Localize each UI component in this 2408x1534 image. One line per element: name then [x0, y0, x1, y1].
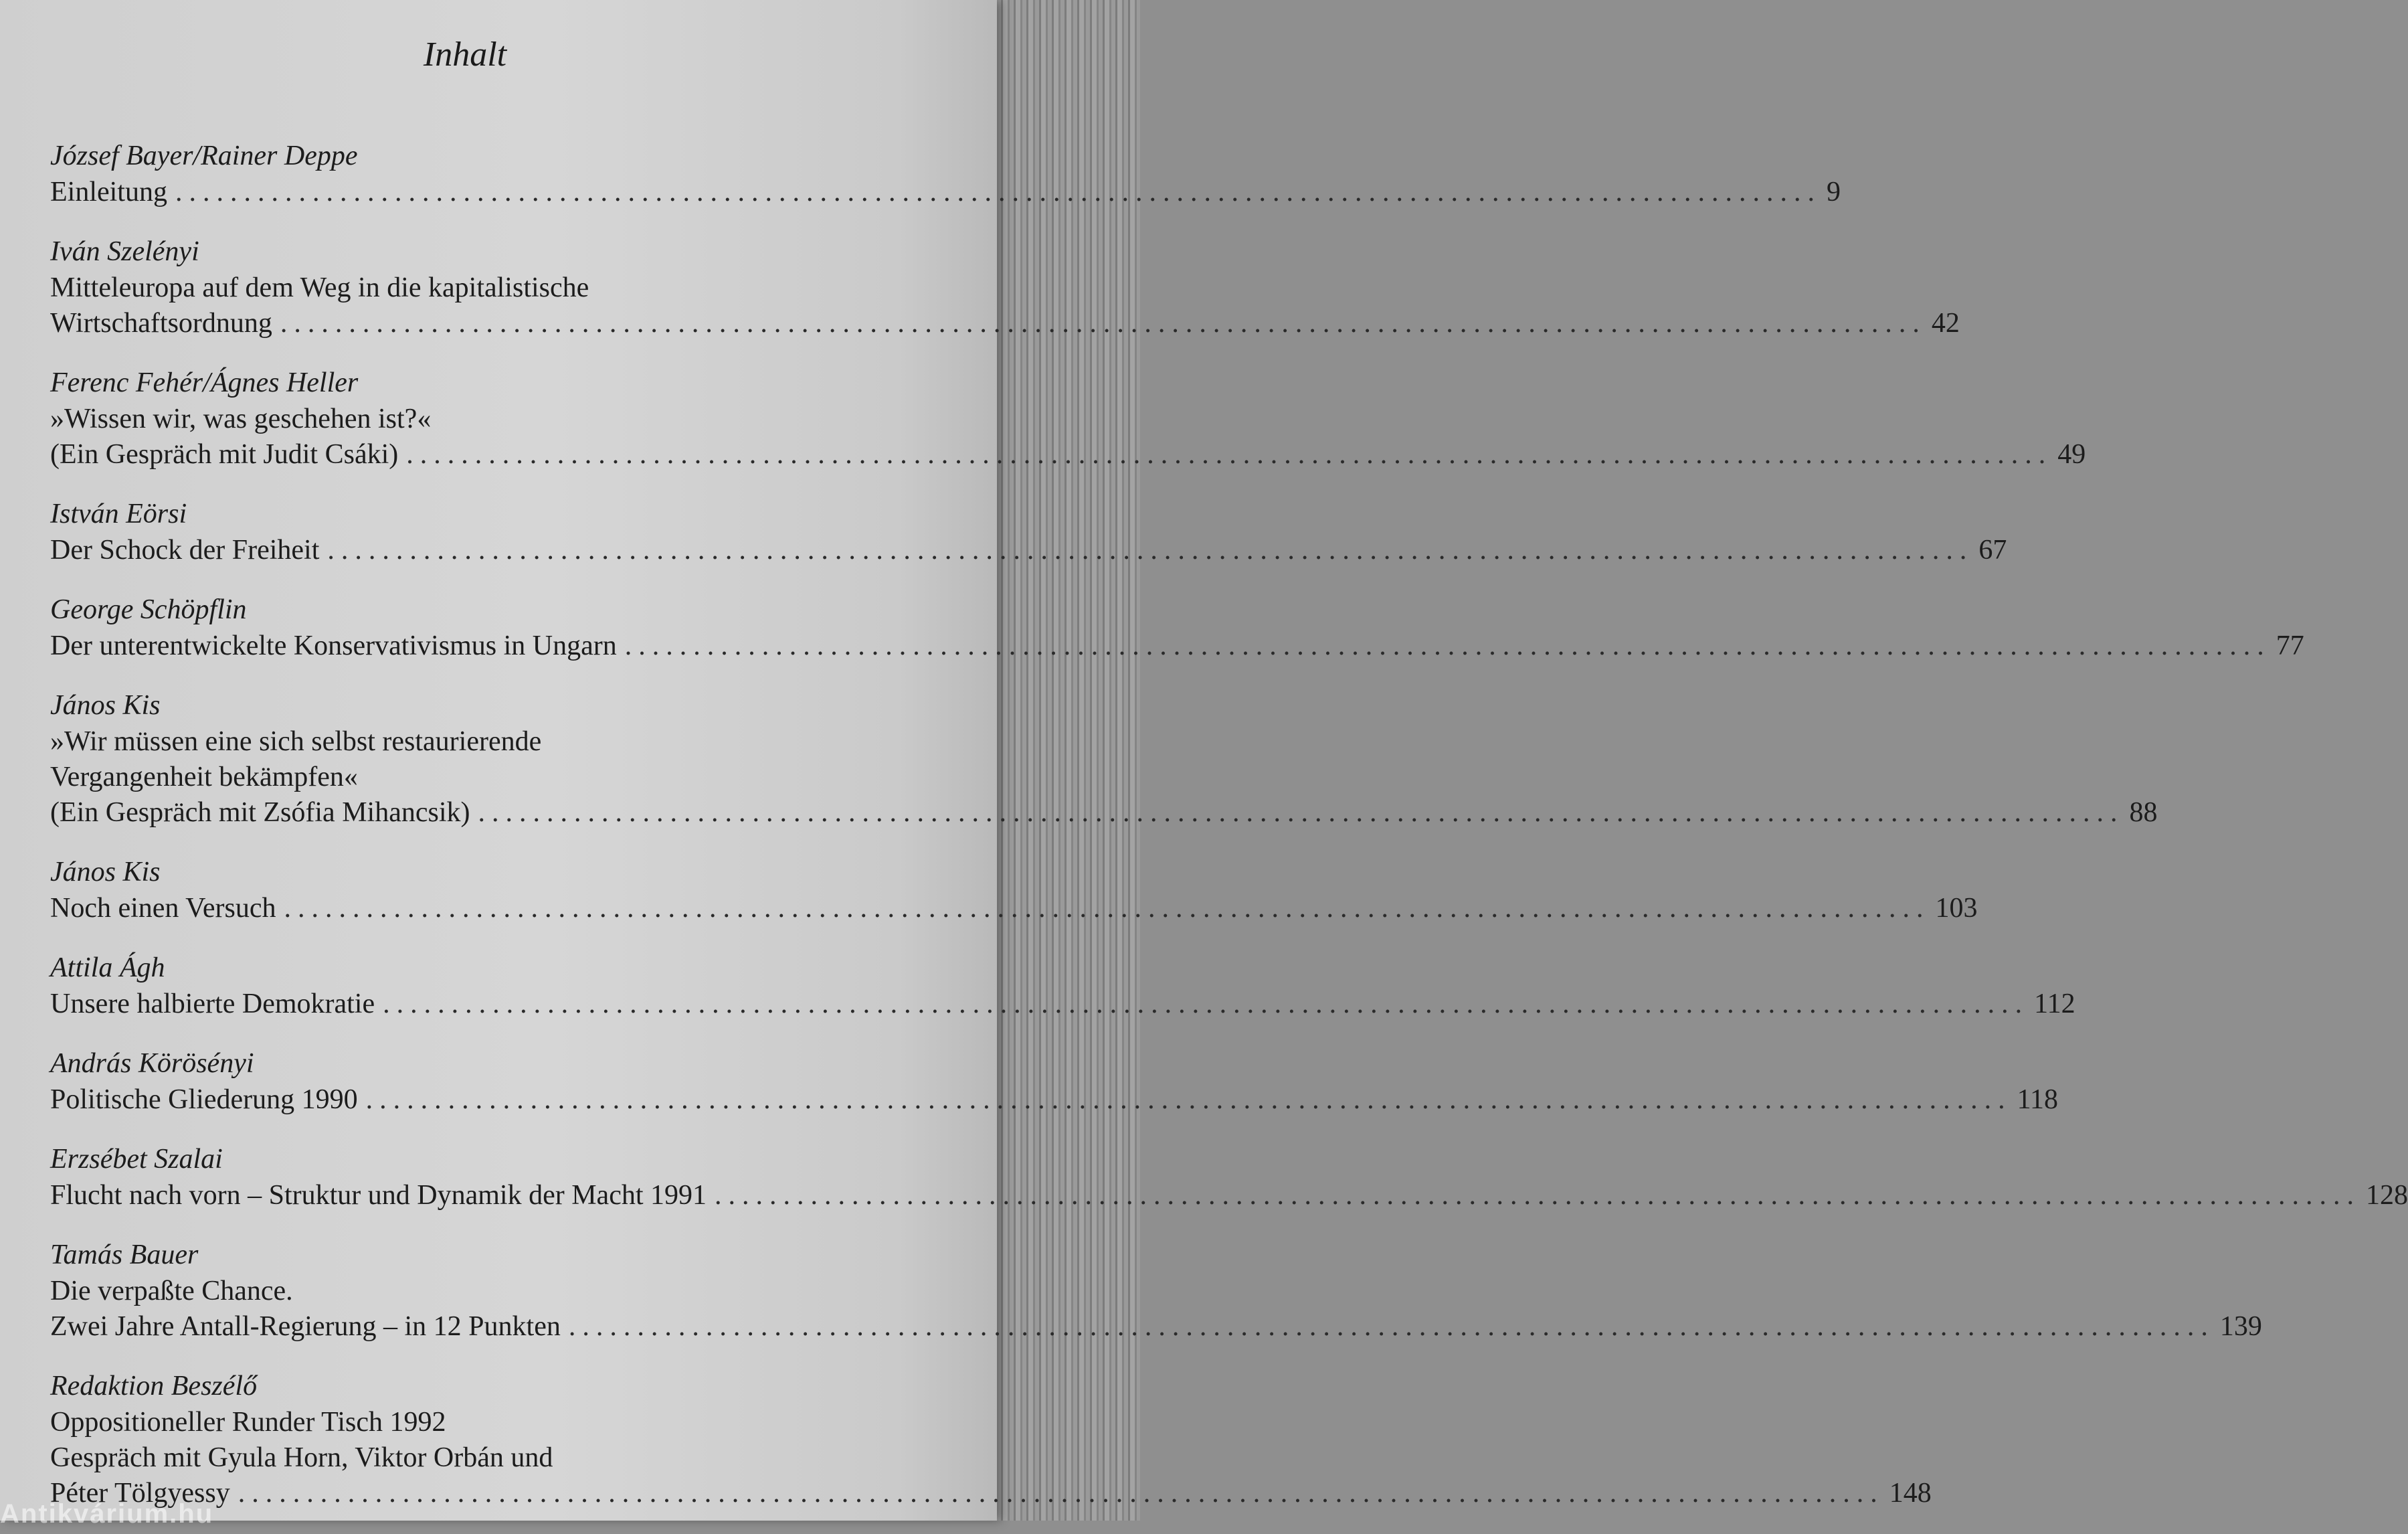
page-number: 139	[2219, 1311, 2262, 1342]
toc-title-row	[50, 175, 1841, 210]
toc-entry	[50, 1140, 2408, 1213]
toc-author: Ferenc Fehér/Ágnes Heller	[50, 367, 359, 398]
toc-author: Erzsébet Szalai	[50, 1144, 223, 1175]
toc-title-line: Wirtschaftsordnung	[50, 308, 272, 339]
page-number: 148	[1889, 1478, 1932, 1509]
toc-author: Redaktion Beszélő	[50, 1371, 258, 1401]
toc-title-line: Politische Gliederung 1990	[50, 1084, 358, 1115]
toc-title-line: »Wir müssen eine sich selbst restaurierende	[50, 726, 542, 757]
toc-title-row	[50, 1309, 2262, 1345]
dot-leader: ........................................................................................................................	[284, 893, 1930, 924]
toc-entry	[50, 591, 2304, 664]
toc-entry	[50, 949, 2075, 1022]
toc-entry	[50, 853, 1978, 926]
dot-leader: ........................................................................................................................	[327, 535, 1974, 566]
dot-leader: ........................................................................................................................	[568, 1311, 2215, 1342]
toc-author: József Bayer/Rainer Deppe	[50, 141, 358, 171]
dot-leader: ........................................................................................................................	[175, 177, 1821, 207]
toc-title-row	[50, 306, 1960, 341]
toc-entry	[50, 137, 1841, 210]
toc-entry	[50, 364, 2086, 473]
toc-entry	[50, 495, 2007, 568]
watermark: Antikvárium.hu	[0, 1499, 214, 1529]
book-spine-background	[997, 0, 1140, 1521]
toc-author: Tamás Bauer	[50, 1240, 199, 1270]
toc-title-row	[50, 1178, 2408, 1213]
page-number: 88	[2129, 797, 2158, 828]
dot-leader: ........................................................................................................................	[280, 308, 1926, 339]
table-of-contents	[50, 137, 2408, 1534]
toc-entry	[50, 687, 2158, 831]
toc-author: András Körösényi	[50, 1048, 254, 1079]
toc-author: István Eörsi	[50, 499, 187, 529]
page-number: 118	[2017, 1084, 2059, 1115]
page-number: 49	[2057, 439, 2086, 470]
toc-title-line: Vergangenheit bekämpfen«	[50, 762, 358, 792]
toc-author: Iván Szelényi	[50, 236, 199, 267]
dot-leader: ........................................................................................................................	[478, 797, 2124, 828]
page-number: 112	[2034, 989, 2075, 1019]
page-number: 128	[2366, 1180, 2408, 1211]
toc-title-line: Zwei Jahre Antall-Regierung – in 12 Punkten	[50, 1311, 561, 1342]
toc-title-line: Die verpaßte Chance.	[50, 1276, 293, 1306]
toc-title-line: Einleitung	[50, 177, 167, 207]
toc-title-line: Flucht nach vorn – Struktur und Dynamik der Macht 1991	[50, 1180, 707, 1211]
toc-author: Attila Ágh	[50, 952, 165, 983]
toc-author: George Schöpflin	[50, 594, 247, 625]
page-title: Inhalt	[423, 35, 507, 74]
toc-title-line: Der unterentwickelte Konservativismus in Ungarn	[50, 630, 617, 661]
dot-leader: ........................................................................................................................	[383, 989, 2029, 1019]
toc-title-row	[50, 533, 2007, 568]
toc-title-line: (Ein Gespräch mit Judit Csáki)	[50, 439, 399, 470]
toc-author: János Kis	[50, 857, 161, 887]
toc-entry	[50, 1236, 2262, 1345]
toc-title-line: Unsere halbierte Demokratie	[50, 989, 375, 1019]
toc-title-row	[50, 795, 2158, 831]
toc-title-line: (Ein Gespräch mit Zsófia Mihancsik)	[50, 797, 470, 828]
toc-title-line: Der Schock der Freiheit	[50, 535, 320, 566]
toc-title-line: Mitteleuropa auf dem Weg in die kapitalistische	[50, 272, 589, 303]
toc-entry	[50, 1045, 2059, 1118]
page-number: 103	[1935, 893, 1978, 924]
toc-entry	[50, 1367, 1932, 1511]
toc-title-row	[50, 628, 2304, 664]
toc-title-row	[50, 891, 1978, 926]
dot-leader: ........................................................................................................................	[365, 1084, 2012, 1115]
dot-leader: ........................................................................................................................	[715, 1180, 2361, 1211]
toc-title-row	[50, 987, 2075, 1022]
page-number: 77	[2276, 630, 2304, 661]
toc-title-line: Oppositioneller Runder Tisch 1992	[50, 1407, 446, 1438]
page-number: 9	[1826, 177, 1841, 207]
page-number: 42	[1931, 308, 1960, 339]
toc-title-line: Gespräch mit Gyula Horn, Viktor Orbán und	[50, 1442, 553, 1473]
page-number: 67	[1978, 535, 2007, 566]
toc-entry	[50, 233, 1960, 341]
dot-leader: ........................................................................................................................	[406, 439, 2053, 470]
toc-title-row	[50, 1082, 2059, 1118]
toc-title-line: Noch einen Versuch	[50, 893, 276, 924]
toc-title-line: »Wissen wir, was geschehen ist?«	[50, 404, 432, 434]
dot-leader: ........................................................................................................................	[238, 1478, 1884, 1509]
toc-title-line: Péter Tölgyessy	[50, 1478, 230, 1509]
toc-author: János Kis	[50, 690, 161, 721]
dot-leader: ........................................................................................................................	[624, 630, 2271, 661]
toc-title-row	[50, 437, 2086, 473]
